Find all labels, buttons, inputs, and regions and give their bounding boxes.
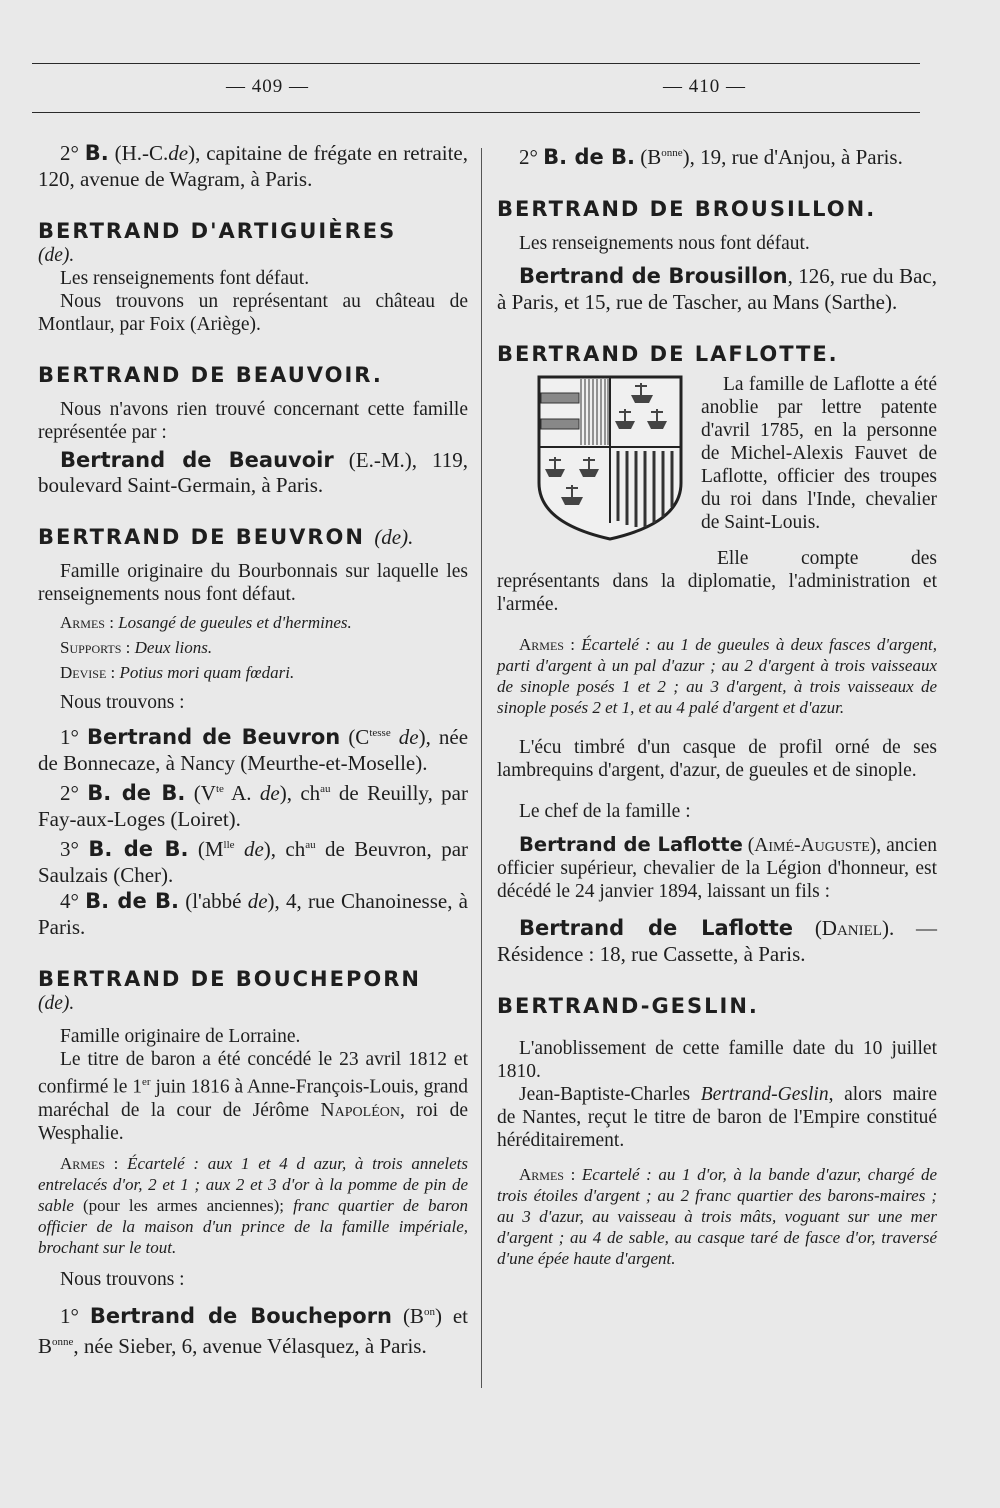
- boucheporn-p1: Famille originaire de Lorraine.: [60, 1026, 301, 1047]
- entry-b-de-b-bonne: 2° B. de B. $(B^{onne})$, 19, rue d'Anjou, à Paris.: [519, 145, 903, 169]
- page-number-left: — 409 —: [226, 76, 309, 97]
- boucheporn-armes: Armes : Écartelé : aux 1 et 4 d azur, à trois annelets entrelacés d'or, 2 et 1 ; aux 2 et 3 d'or à la pomme de pin de sable (pour les armes anciennes); franc quartier de baron officier de la maison d'un prince de la famille impériale, brochant sur le tout.: [38, 1153, 469, 1257]
- beuvron-trouvons: Nous trouvons :: [60, 692, 185, 713]
- heading-geslin: BERTRAND-GESLIN.: [497, 994, 759, 1018]
- laflotte-chef-entry: Bertrand de Laflotte (Aimé-Auguste), ancien officier supérieur, chevalier de la Légion d'honneur, est décédé le 24 janvier 1894, laissant un fils :: [497, 833, 937, 902]
- heading-beauvoir: BERTRAND DE BEAUVOIR.: [38, 363, 383, 387]
- entry-b-hc: 2° B. (H.-C.de), capitaine de frégate en retraite, 120, avenue de Wagram, à Paris.: [38, 141, 469, 191]
- geslin-p2: Jean-Baptiste-Charles Bertrand-Geslin, alors maire de Nantes, reçut le titre de baron de l'Empire constitué héréditairement.: [497, 1084, 937, 1151]
- left-column: [38, 140, 468, 1359]
- heading-artiguieres: BERTRAND D'ARTIGUIÈRES: [38, 219, 397, 243]
- beuvron-devise: Devise : Potius mori quam fœdari.: [60, 663, 295, 682]
- beuvron-member-3: 3° B. de B. ($M^{lle}$ de), $ch^{au}$ de Beuvron, par Saulzais (Cher).: [38, 837, 469, 887]
- heading-boucheporn-de: (de).: [38, 993, 75, 1014]
- beuvron-supports: Supports : Deux lions.: [60, 638, 213, 657]
- beuvron-member-4: 4° B. de B. (l'abbé de), 4, rue Chanoinesse, à Paris.: [38, 889, 469, 939]
- laflotte-p2: Elle compte des représentants dans la diplomatie, l'administration et l'armée.: [497, 548, 937, 615]
- heading-beuvron: BERTRAND DE BEUVRON (de).: [38, 525, 414, 549]
- boucheporn-p2: Le titre de baron a été concédé le 23 avril 1812 et confirmé le 1er juin 1816 à Anne-François-Louis, grand maréchal de la cour de Jérôme Napoléon, roi de Wesphalie.: [38, 1049, 468, 1144]
- boucheporn-member-1: 1° Bertrand de Boucheporn $(B^{on})$ et $B^{onne}$, née Sieber, 6, avenue Vélasquez, à Paris.: [38, 1303, 469, 1358]
- beauvoir-name-entry: Bertrand de Beauvoir (E.-M.), 119, boulevard Saint-Germain, à Paris.: [38, 448, 469, 497]
- laflotte-son-entry: Bertrand de Laflotte (Daniel). — Résidence : 18, rue Cassette, à Paris.: [497, 916, 937, 966]
- page-number-right: — 410 —: [663, 76, 746, 97]
- heading-artiguieres-de: (de).: [38, 245, 75, 266]
- heading-brousillon: BERTRAND DE BROUSILLON.: [497, 197, 877, 221]
- beauvoir-p1: Nous n'avons rien trouvé concernant cette famille représentée par :: [38, 399, 468, 443]
- beuvron-member-1: 1° Bertrand de Beuvron ($C^{tesse}$ de), née de Bonnecaze, à Nancy (Meurthe-et-Moselle).: [38, 725, 469, 775]
- geslin-armes: Armes : Ecartelé : au 1 d'or, à la bande d'azur, chargé de trois étoiles d'argent ; au 2 franc quartier des barons-maires ; au 3 d'azur, au vaisseau à trois mâts, voguant sur une mer d'argent ; au 4 de sable, au casque taré de fasce d'or, traversé d'une épée haute d'argent.: [497, 1165, 938, 1268]
- artiguieres-p2: Nous trouvons un représentant au château de Montlaur, par Foix (Ariège).: [38, 291, 468, 335]
- beuvron-member-2: 2° B. de B. ($V^{te}$ A. de), $ch^{au}$ de Reuilly, par Fay-aux-Loges (Loiret).: [38, 781, 469, 831]
- right-column: [497, 140, 937, 1269]
- header-rule: [32, 112, 920, 113]
- coat-of-arms-shield: [535, 373, 685, 543]
- heading-laflotte: BERTRAND DE LAFLOTTE.: [497, 342, 839, 366]
- geslin-p1: L'anoblissement de cette famille date du 10 juillet 1810.: [497, 1038, 937, 1082]
- artiguieres-p1: Les renseignements font défaut.: [60, 268, 310, 289]
- boucheporn-trouvons: Nous trouvons :: [60, 1268, 185, 1290]
- laflotte-p1: La famille de Laflotte a été anoblie par lettre patente d'avril 1785, en la personne de Michel-Alexis Fauvet de Laflotte, officier des troupes du roi dans l'Inde, chevalier de Saint-Louis.: [701, 374, 937, 533]
- top-rule: [32, 63, 920, 64]
- column-divider: [481, 148, 482, 1388]
- heading-boucheporn: BERTRAND DE BOUCHEPORN: [38, 967, 421, 991]
- brousillon-p1: Les renseignements nous font défaut.: [519, 233, 810, 254]
- laflotte-armes: Armes : Écartelé : au 1 de gueules à deux fasces d'argent, parti d'argent à un pal d'azur ; au 2 d'argent à trois vaisseaux de sinople posés 1 et 2 ; au 3 d'argent, à trois vaisseaux de sinople posés 2 et 1, et au 4 palé d'argent et d'azur.: [497, 635, 938, 717]
- brousillon-name-entry: Bertrand de Brousillon, 126, rue du Bac, à Paris, et 15, rue de Tascher, au Mans (Sarthe).: [497, 264, 937, 314]
- beuvron-armes: Armes : Losangé de gueules et d'hermines.: [60, 613, 352, 632]
- laflotte-chef: Le chef de la famille :: [519, 801, 691, 822]
- laflotte-p3: L'écu timbré d'un casque de profil orné de ses lambrequins d'argent, d'azur, de gueules et de sinople.: [497, 737, 937, 781]
- beuvron-p1: Famille originaire du Bourbonnais sur laquelle les renseignements nous font défaut.: [38, 561, 468, 605]
